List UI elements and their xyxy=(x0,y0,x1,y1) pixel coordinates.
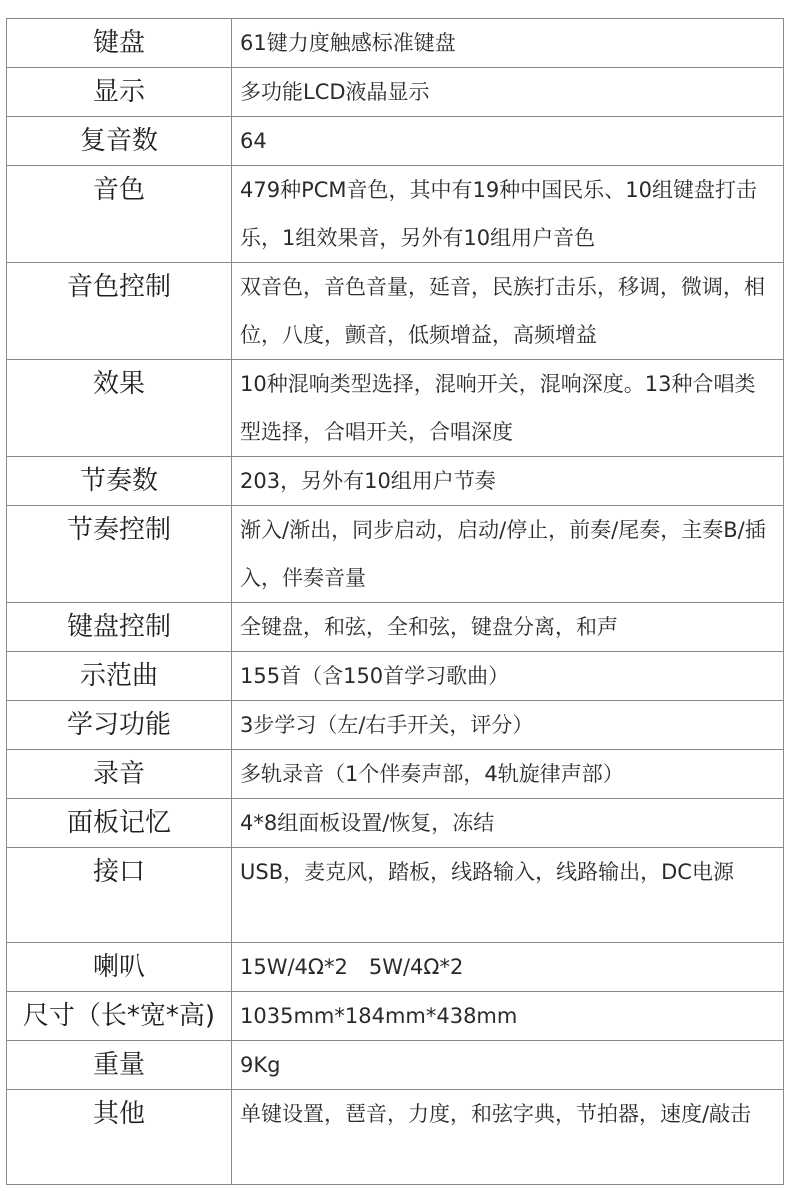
spec-label: 显示 xyxy=(7,68,232,117)
spec-label: 示范曲 xyxy=(7,652,232,701)
spec-row-keyboard xyxy=(7,19,784,68)
spec-label: 接口 xyxy=(7,848,232,943)
spec-row-dimensions xyxy=(7,992,784,1041)
spec-table xyxy=(6,18,784,1185)
spec-value xyxy=(232,943,784,992)
spec-value-text: 61键力度触感标准键盘 xyxy=(240,31,456,55)
spec-label: 尺寸（长*宽*高) xyxy=(7,992,232,1041)
spec-value-text: 多轨录音（1个伴奏声部，4轨旋律声部） xyxy=(240,762,624,786)
spec-row-effects xyxy=(7,360,784,457)
spec-value-text: 203，另外有10组用户节奏 xyxy=(240,469,496,493)
spec-value xyxy=(232,848,784,943)
spec-value-text: 多功能LCD液晶显示 xyxy=(240,80,430,104)
spec-value xyxy=(232,799,784,848)
spec-label: 重量 xyxy=(7,1041,232,1090)
spec-value-text: 155首（含150首学习歌曲） xyxy=(240,664,510,688)
spec-row-voices xyxy=(7,166,784,263)
spec-label: 键盘控制 xyxy=(7,603,232,652)
spec-label: 音色 xyxy=(7,166,232,263)
spec-label: 喇叭 xyxy=(7,943,232,992)
spec-row-speakers xyxy=(7,943,784,992)
spec-row-lesson xyxy=(7,701,784,750)
spec-label: 音色控制 xyxy=(7,263,232,360)
spec-value xyxy=(232,360,784,457)
spec-value-text: 10种混响类型选择，混响开关，混响深度。13种合唱类型选择，合唱开关，合唱深度 xyxy=(240,372,756,444)
spec-value xyxy=(232,1090,784,1185)
spec-row-panel-memory xyxy=(7,799,784,848)
spec-value xyxy=(232,701,784,750)
spec-value-text: 全键盘，和弦，全和弦，键盘分离，和声 xyxy=(240,615,618,639)
spec-value xyxy=(232,166,784,263)
spec-value xyxy=(232,506,784,603)
spec-label: 键盘 xyxy=(7,19,232,68)
spec-value-text: 单键设置，琶音，力度，和弦字典，节拍器，速度/敲击 xyxy=(240,1102,752,1126)
spec-value-text: 渐入/渐出，同步启动，启动/停止，前奏/尾奏，主奏B/插入，伴奏音量 xyxy=(240,518,766,590)
spec-value-text: 1035mm*184mm*438mm xyxy=(240,1004,518,1028)
spec-row-display xyxy=(7,68,784,117)
spec-value-text: 双音色，音色音量，延音，民族打击乐，移调，微调，相位，八度，颤音，低频增益，高频增益 xyxy=(240,275,765,347)
spec-row-polyphony xyxy=(7,117,784,166)
spec-table-body xyxy=(7,19,784,1185)
spec-row-demo-songs xyxy=(7,652,784,701)
spec-value-text: 479种PCM音色，其中有19种中国民乐、10组键盘打击乐，1组效果音，另外有10组用户音色 xyxy=(240,178,757,250)
spec-row-weight xyxy=(7,1041,784,1090)
spec-value xyxy=(232,1041,784,1090)
spec-value xyxy=(232,68,784,117)
spec-value-text: 3步学习（左/右手开关，评分） xyxy=(240,713,534,737)
spec-row-rhythms xyxy=(7,457,784,506)
spec-label: 面板记忆 xyxy=(7,799,232,848)
spec-row-keyboard-control xyxy=(7,603,784,652)
spec-value-text: 9Kg xyxy=(240,1053,281,1077)
spec-label: 效果 xyxy=(7,360,232,457)
spec-label: 节奏数 xyxy=(7,457,232,506)
spec-label: 学习功能 xyxy=(7,701,232,750)
spec-label: 其他 xyxy=(7,1090,232,1185)
spec-label: 录音 xyxy=(7,750,232,799)
spec-value xyxy=(232,652,784,701)
spec-row-other xyxy=(7,1090,784,1185)
spec-value xyxy=(232,263,784,360)
spec-row-rhythm-control xyxy=(7,506,784,603)
spec-row-interfaces xyxy=(7,848,784,943)
spec-value-text: USB，麦克风，踏板，线路输入，线路输出，DC电源 xyxy=(240,860,734,884)
spec-value-text: 64 xyxy=(240,129,267,153)
spec-value xyxy=(232,19,784,68)
spec-row-voice-control xyxy=(7,263,784,360)
spec-label: 节奏控制 xyxy=(7,506,232,603)
spec-value xyxy=(232,117,784,166)
spec-value-text: 4*8组面板设置/恢复，冻结 xyxy=(240,811,495,835)
spec-value xyxy=(232,750,784,799)
spec-row-recording xyxy=(7,750,784,799)
spec-label: 复音数 xyxy=(7,117,232,166)
spec-value xyxy=(232,603,784,652)
spec-value xyxy=(232,992,784,1041)
spec-value-text: 15W/4Ω*2 5W/4Ω*2 xyxy=(240,955,464,979)
spec-value xyxy=(232,457,784,506)
